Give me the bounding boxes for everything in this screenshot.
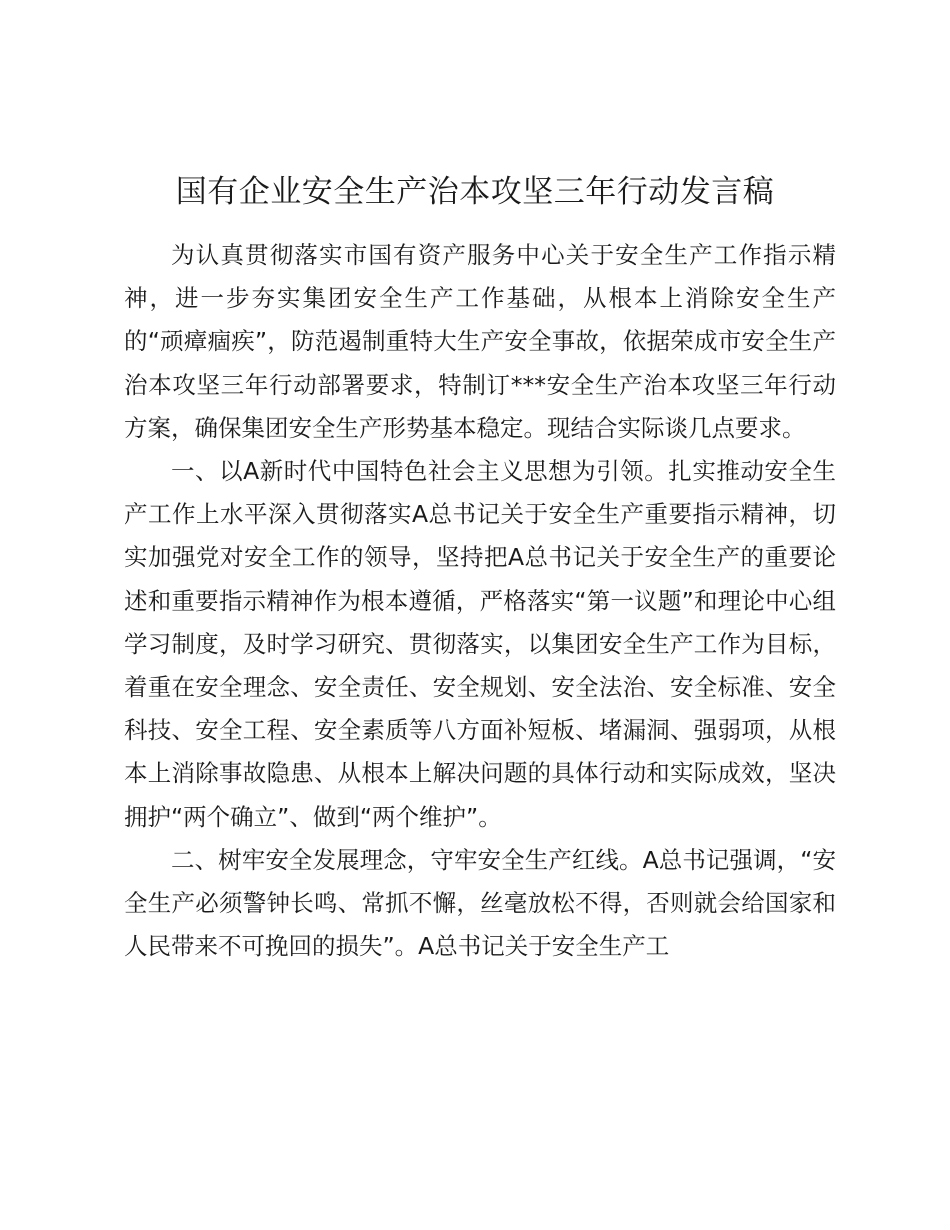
paragraph-section-two: 二、树牢安全发展理念，守牢安全生产红线。A总书记强调，“安全生产必须警钟长鸣、常抓不懈，丝毫放松不得，否则就会给国家和人民带来不可挽回的损失”。A总书记关于安全生产工 bbox=[124, 845, 836, 961]
paragraph-intro: 为认真贯彻落实市国有资产服务中心关于安全生产工作指示精神，进一步夯实集团安全生产工作基础，从根本上消除安全生产的“顽瘴痼疾”，防范遏制重特大生产安全事故，依据荣成市安全生产治本攻坚三年行动部署要求，特制订***安全生产治本攻坚三年行动方案，确保集团安全生产形势基本稳定。现结合实际谈几点要求。 bbox=[124, 241, 836, 442]
document-title: 国有企业安全生产治本攻坚三年行动发言稿 bbox=[175, 174, 775, 210]
paragraph-section-one: 一、以A新时代中国特色社会主义思想为引领。扎实推动安全生产工作上水平深入贯彻落实A总书记关于安全生产重要指示精神，切实加强党对安全工作的领导，坚持把A总书记关于安全生产的重要论述和重要指示精神作为根本遵循，严格落实“第一议题”和理论中心组学习制度，及时学习研究、贯彻落实，以集团安全生产工作为目标，着重在安全理念、安全责任、安全规划、安全法治、安全标准、安全科技、安全工程、安全素质等八方面补短板、堵漏洞、强弱项，从根本上消除事故隐患、从根本上解决问题的具体行动和实际成效，坚决拥护“两个确立”、做到“两个维护”。 bbox=[124, 457, 836, 831]
document-body bbox=[124, 234, 836, 968]
